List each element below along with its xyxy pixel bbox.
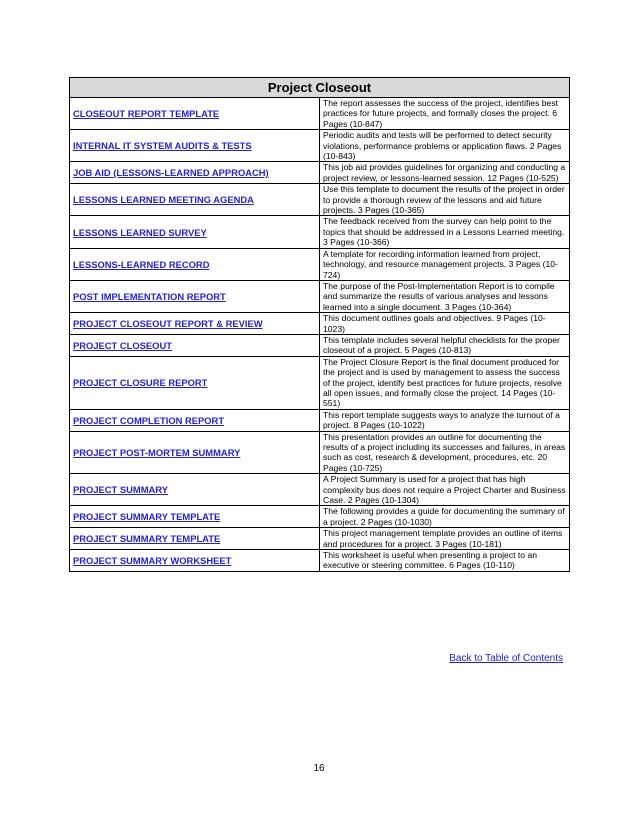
- table-row: [70, 248, 570, 280]
- template-description: The purpose of the Post-Implementation Report is to compile and summarize the results of various analyses and lessons learned into a single document. 3 Pages (10-364): [320, 280, 570, 312]
- template-name-cell: [70, 334, 320, 356]
- template-link[interactable]: LESSONS-LEARNED RECORD: [73, 258, 210, 270]
- template-link[interactable]: JOB AID (LESSONS-LEARNED APPROACH): [73, 167, 269, 179]
- template-name-cell: [70, 356, 320, 409]
- template-name-cell: [70, 431, 320, 474]
- template-description: This template includes several helpful checklists for the proper closeout of a project. 5 Pages (10-813): [320, 334, 570, 356]
- template-link[interactable]: PROJECT CLOSURE REPORT: [73, 377, 208, 389]
- table-row: [70, 431, 570, 474]
- table-row: [70, 356, 570, 409]
- table-row: [70, 130, 570, 162]
- template-description: This worksheet is useful when presenting a project to an executive or steering committee. 6 Pages (10-110): [320, 550, 570, 572]
- table-row: [70, 550, 570, 572]
- back-to-toc-link[interactable]: Back to Table of Contents: [449, 653, 563, 664]
- template-link[interactable]: CLOSEOUT REPORT TEMPLATE: [73, 108, 220, 120]
- template-link[interactable]: PROJECT CLOSEOUT: [73, 339, 172, 351]
- closeout-table: [69, 77, 570, 572]
- template-name-cell: [70, 313, 320, 335]
- template-name-cell: [70, 409, 320, 431]
- template-name-cell: [70, 550, 320, 572]
- table-row: [70, 506, 570, 528]
- template-link[interactable]: PROJECT SUMMARY: [73, 484, 168, 496]
- template-description: The Project Closure Report is the final document produced for the project and is used by management to assess the success of the project, identify best practices for future projects, resolve all open issues, and formally close the project. 14 Pages (10-551): [320, 356, 570, 409]
- table-body: [70, 98, 570, 572]
- template-description: This document outlines goals and objectives. 9 Pages (10-1023): [320, 313, 570, 335]
- template-description: This presentation provides an outline for documenting the results of a project including its successes and failures, in areas such as cost, research & development, procedures, etc. 20 Pages (10-725): [320, 431, 570, 474]
- table-row: [70, 313, 570, 335]
- table-row: [70, 162, 570, 184]
- table-row: [70, 334, 570, 356]
- template-link[interactable]: PROJECT CLOSEOUT REPORT & REVIEW: [73, 318, 263, 330]
- template-description: This job aid provides guidelines for organizing and conducting a project review, or lessons-learned session. 12 Pages (10-525): [320, 162, 570, 184]
- template-description: The following provides a guide for documenting the summary of a project. 2 Pages (10-1030): [320, 506, 570, 528]
- template-link[interactable]: PROJECT COMPLETION REPORT: [73, 414, 225, 426]
- template-description: This project management template provides an outline of items and procedures for a project. 3 Pages (10-181): [320, 528, 570, 550]
- template-name-cell: [70, 162, 320, 184]
- table-row: [70, 98, 570, 130]
- template-description: The feedback received from the survey can help point to the topics that should be addressed in a Lessons Learned meeting. 3 Pages (10-366): [320, 216, 570, 248]
- template-description: A template for recording information learned from project, technology, and resource management projects. 3 Pages (10-724): [320, 248, 570, 280]
- section-title: Project Closeout: [70, 78, 570, 98]
- template-description: Use this template to document the results of the project in order to provide a thorough review of the lessons and aid future projects. 3 Pages (10-365): [320, 184, 570, 216]
- template-link[interactable]: PROJECT SUMMARY TEMPLATE: [73, 533, 221, 545]
- template-name-cell: [70, 98, 320, 130]
- template-name-cell: [70, 474, 320, 506]
- template-link[interactable]: LESSONS LEARNED SURVEY: [73, 226, 207, 238]
- table-row: [70, 280, 570, 312]
- template-link[interactable]: LESSONS LEARNED MEETING AGENDA: [73, 194, 254, 206]
- template-name-cell: [70, 280, 320, 312]
- template-name-cell: [70, 506, 320, 528]
- template-description: Periodic audits and tests will be performed to detect security violations, performance problems or application flaws. 2 Pages (10-843): [320, 130, 570, 162]
- template-link[interactable]: PROJECT SUMMARY WORKSHEET: [73, 554, 232, 566]
- template-name-cell: [70, 216, 320, 248]
- table-row: [70, 528, 570, 550]
- template-name-cell: [70, 184, 320, 216]
- template-description: This report template suggests ways to analyze the turnout of a project. 8 Pages (10-1022): [320, 409, 570, 431]
- table-row: [70, 474, 570, 506]
- table-row: [70, 184, 570, 216]
- page-number: 16: [313, 763, 325, 774]
- template-link[interactable]: PROJECT POST-MORTEM SUMMARY: [73, 446, 241, 458]
- template-name-cell: [70, 528, 320, 550]
- table-row: [70, 409, 570, 431]
- template-description: A Project Summary is used for a project that has high complexity bus does not require a Project Charter and Business Case. 2 Pages (10-1304): [320, 474, 570, 506]
- table-row: [70, 216, 570, 248]
- template-name-cell: [70, 130, 320, 162]
- template-link[interactable]: POST IMPLEMENTATION REPORT: [73, 291, 226, 303]
- template-name-cell: [70, 248, 320, 280]
- template-description: The report assesses the success of the project, identifies best practices for future projects, and formally closes the project. 6 Pages (10-847): [320, 98, 570, 130]
- template-link[interactable]: INTERNAL IT SYSTEM AUDITS & TESTS: [73, 140, 252, 152]
- template-link[interactable]: PROJECT SUMMARY TEMPLATE: [73, 511, 221, 523]
